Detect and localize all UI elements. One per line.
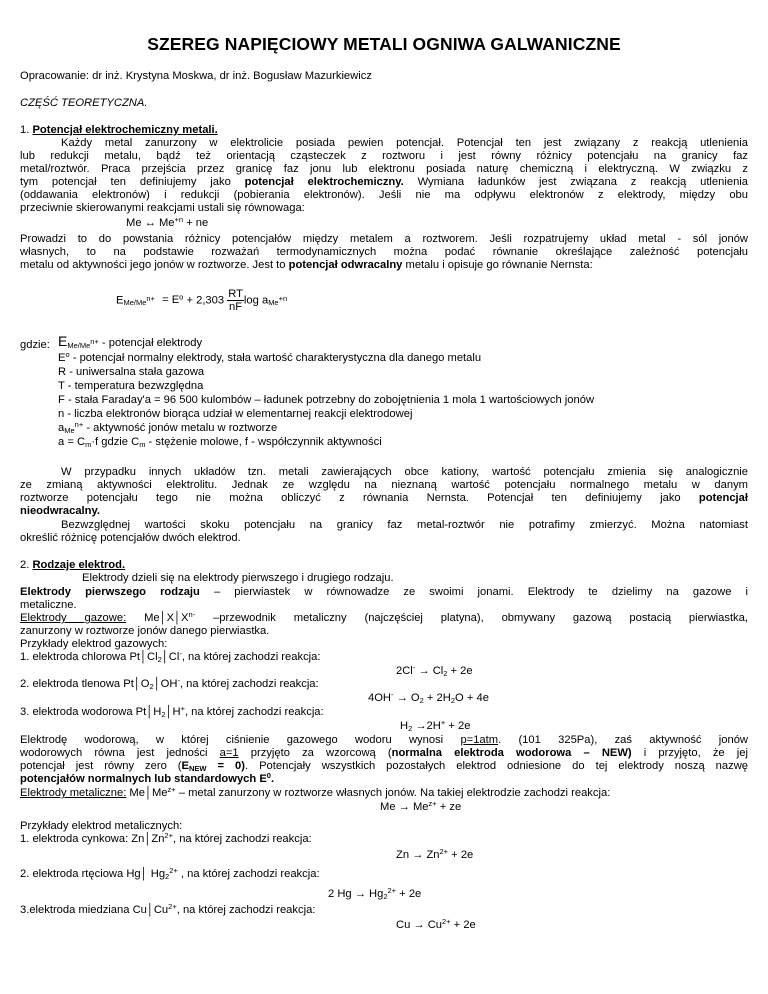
paragraph-line: Przykłady elektrod metalicznych: [20, 820, 183, 832]
list-item-chlorine-electrode: 1. elektroda chlorowa $Pt│Cl_2│Cl^-$, na której zachodzi reakcja: [20, 649, 321, 664]
paragraph-line: potencjał jest równy zero $(E_{NEW} = 0)$. Potencjały wszystkich pozostałych elektrod odniesione do tej elektrody noszą nazwę [20, 760, 748, 773]
term-reversible-potential: potencjał odwracalny [288, 259, 403, 271]
paragraph-line: tym potencjał ten definiujemy jako potencjał elektrochemiczny. Wymiana ładunków jest związana z reakcją utlenienia [20, 176, 749, 188]
legend-f: F - stała Faraday'a = 96 500 kulombów – ładunek potrzebny do zobojętnienia 1 mola 1 wartościowych jonów [58, 394, 595, 406]
paragraph-line: metaliczne. [20, 599, 77, 611]
list-item-hydrogen-electrode: 3. elektroda wodorowa $Pt│H_2│H^+$, na której zachodzi reakcja: [20, 704, 324, 719]
oxygen-reaction: $4OH^- \to O_2 + 2H_2O + 4e$ [368, 690, 489, 705]
legend-activity-formula: $a = C_m\cdot f$ gdzie $C_m$ - stężenie molowe, f - współczynnik aktywności [58, 436, 382, 449]
paragraph-line: własnych, to na podstawie rozważań termodynamicznych można podać równanie określające zależność potencjału [20, 246, 748, 258]
section-1-title: Potencjał elektrochemiczny metali. [32, 124, 218, 136]
list-item-mercury-electrode: 2. elektroda rtęciowa Hg│ $Hg_2^{2+}$ , na której zachodzi reakcja: [20, 866, 320, 881]
section-1-heading [20, 124, 748, 137]
paragraph-line: zanurzony w roztworze jonów danego pierwiastka. [20, 625, 270, 637]
paragraph-line: Każdy metal zanurzony w elektrolicie posiada pewien potencjał. Potencjał ten jest związany z reakcją utlenienia [61, 137, 748, 149]
term-electrochemical-potential: potencjał elektrochemiczny. [244, 176, 404, 188]
paragraph-line: metal/roztwór. Praca przejścia przez granicę faz jonu lub elektronu posiada naturę chemiczną i elektryczną. W związku z [20, 163, 748, 175]
paragraph-line: Elektrodę wodorową, w której ciśnienie gazowego wodoru wynosi p=1atm. (101 325Pa), zaś aktywność jonów [20, 734, 749, 746]
rt-over-nf-fraction: $\frac{RT}{nF}$ [228, 288, 243, 313]
paragraph-line: Elektrody gazowe: $Me│X│X^{n-}$ –przewodnik metaliczny (najczęściej platyna), obmywany gazową postacią pierwiastka, [20, 610, 748, 624]
paragraph-line: wodorowych równa jest jedności a=1 przyjęto za wzorcową (normalna elektroda wodorowa – NEW) i przyjęto, że jej [20, 747, 748, 759]
paragraph-line: (oddawania elektronów) i redukcji (pobierania elektronów). Jeśli nie ma odpływu elektronów z elektrody, między obu [20, 189, 748, 201]
chlorine-reaction: $2Cl^- \to Cl_2 + 2e$ [396, 663, 473, 678]
paragraph-line: Elektrody dzieli się na elektrody pierwszego i drugiego rodzaju. [82, 572, 394, 584]
section-1-number: 1. [20, 124, 30, 136]
paragraph-line: Elektrody pierwszego rodzaju – pierwiastek w równowadze ze swoimi jonami. Elektrody te dzielimy na gazowe i [20, 586, 749, 598]
paragraph-line: ze zmianą aktywności elektrolitu. Jednak ze względu na nieznaną wartość potencjału normalnego metalu w danym [20, 479, 748, 491]
list-item-zinc-electrode: 1. elektroda cynkowa: $Zn│Zn^{2+}$, na której zachodzi reakcja: [20, 831, 312, 845]
paragraph-line: Prowadzi to do powstania różnicy potencjałów między metalem a roztworem. Jeśli rozpatrujemy układ metal - sól jonów [20, 233, 748, 245]
term-irreversible-potential: nieodwracalny. [20, 505, 100, 517]
zinc-reaction: $Zn \to Zn^{2+} + 2e$ [396, 847, 474, 861]
legend-normal-potential: $E^o$ - potencjał normalny elektrody, stała wartość charakterystyczna dla danego metalu [58, 350, 482, 364]
paragraph-line: metalu od aktywności jego jonów w roztworze. Jest to potencjał odwracalny metalu i opisuje go równanie Nernsta: [20, 259, 593, 271]
hydrogen-reaction: $H_2 \to 2H^+ + 2e$ [400, 718, 471, 733]
paragraph-line: Przykłady elektrod gazowych: [20, 638, 168, 650]
metal-reaction: $Me \to Me^{z+}$ + ze [380, 799, 462, 813]
paragraph-line: określić różnicę potencjałów dwóch elektrod. [20, 532, 241, 544]
document-title: SZEREG NAPIĘCIOWY METALI OGNIWA GALWANICZNE [147, 34, 621, 54]
section-2-number: 2. [20, 559, 30, 571]
list-item-copper-electrode: 3.elektroda miedziana $Cu│Cu^{2+}$, na której zachodzi reakcja: [20, 902, 316, 916]
part-heading: CZĘŚĆ TEORETYCZNA. [20, 97, 148, 109]
paragraph-line: przeciwnie skierowanymi reakcjami ustali się równowaga: [20, 202, 305, 214]
paragraph-line: W przypadku innych układów tzn. metali zawierających obce kationy, wartość potencjału zmienia się analogicznie [61, 466, 748, 478]
list-item-oxygen-electrode: 2. elektroda tlenowa $Pt│O_2│OH^-$, na której zachodzi reakcja: [20, 676, 319, 691]
paragraph-line: roztworze potencjału tego nie można obliczyć z równania Nernsta. Potencjał ten definiujemy jako potencjał [20, 492, 748, 504]
legend-r: R - uniwersalna stała gazowa [58, 366, 205, 378]
legend-electrode-potential: $E_{Me/Me^{n+}}$ - potencjał elektrody [58, 333, 203, 350]
authors-line: Opracowanie: dr inż. Krystyna Moskwa, dr inż. Bogusław Mazurkiewicz [20, 70, 372, 82]
legend-t: T - temperatura bezwzględna [58, 380, 204, 392]
mercury-reaction: 2 $Hg \to Hg_2^{2+} + 2e$ [328, 886, 422, 901]
nernst-equation: $E_{Me/Me^{n+}} = E^o + 2,303$ $\frac{RT}{nF}$ $\log a_{Me^{+n}}$ [116, 288, 288, 313]
redox-equation: Me ↔ $Me^{+n}$ + ne [126, 215, 209, 229]
paragraph-line: lub redukcji metalu, bądź też orientacją cząsteczek z roztworu i jest równy różnicy potencjału na granicy faz [20, 150, 748, 162]
paragraph-line: Bezwzględnej wartości skoku potencjału na granicy faz metal-roztwór nie potrafimy zmierzyć. Można natomiast [61, 519, 748, 531]
paragraph-line: Elektrody metaliczne: $Me│Me^{z+}$ – metal zanurzony w roztworze własnych jonów. Na takiej elektrodzie zachodzi reakcja: [20, 785, 611, 799]
paragraph-line: potencjałów normalnych lub standardowych $E^0$. [20, 771, 275, 785]
legend-n: n - liczba elektronów biorąca udział w elementarnej reakcji elektrodowej [58, 408, 413, 420]
legend-label: gdzie: [20, 339, 50, 351]
copper-reaction: $Cu \to Cu^{2+} + 2e$ [396, 917, 476, 931]
section-2-title: Rodzaje elektrod. [32, 559, 126, 571]
section-2-heading [20, 559, 748, 572]
legend-activity: $a_{Me}^{n+}$ - aktywność jonów metalu w roztworze [58, 420, 278, 435]
